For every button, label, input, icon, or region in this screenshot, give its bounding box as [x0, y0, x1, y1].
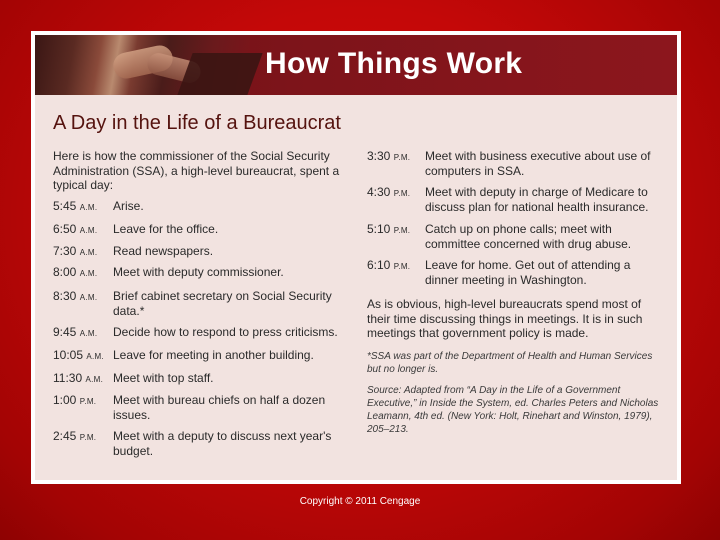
handshake-icon [35, 35, 250, 95]
schedule-event: Leave for meeting in another building. [113, 348, 314, 362]
schedule-event: Meet with business executive about use of computers in SSA. [425, 149, 651, 178]
schedule-event: Meet with deputy commissioner. [113, 265, 284, 279]
banner-title: How Things Work [265, 47, 523, 80]
slide-frame [31, 31, 681, 484]
schedule-event: Meet with bureau chiefs on half a dozen issues. [113, 393, 326, 422]
schedule-time: 9:45 A.M. [53, 325, 98, 339]
schedule-event: Decide how to respond to press criticisms. [113, 325, 338, 339]
schedule-event: Meet with a deputy to discuss next year's budget. [113, 429, 332, 458]
schedule-time: 5:45 A.M. [53, 199, 98, 213]
schedule-time: 7:30 A.M. [53, 244, 98, 258]
schedule-event: Leave for home. Get out of attending a dinner meeting in Washington. [425, 258, 631, 287]
schedule-event: Brief cabinet secretary on Social Security data.* [113, 289, 332, 318]
page-heading: A Day in the Life of a Bureaucrat [53, 112, 341, 134]
schedule-time: 8:00 A.M. [53, 265, 98, 279]
content-card [35, 35, 677, 480]
schedule-time: 11:30 A.M. [53, 371, 104, 385]
schedule-event: Catch up on phone calls; meet with committee concerned with drug abuse. [425, 222, 632, 251]
intro-text: Here is how the commissioner of the Social Security Administration (SSA), a high-level bureaucrat, spent a typical day: [53, 149, 340, 192]
schedule-event: Leave for the office. [113, 222, 219, 236]
footnote-text: *SSA was part of the Department of Health and Human Services but no longer is. [367, 351, 653, 375]
schedule-time: 5:10 P.M. [367, 222, 411, 236]
schedule-time: 6:10 P.M. [367, 258, 411, 272]
schedule-time: 6:50 A.M. [53, 222, 98, 236]
schedule-event: Meet with deputy in charge of Medicare to discuss plan for national health insurance. [425, 185, 649, 214]
schedule-time: 3:30 P.M. [367, 149, 411, 163]
schedule-event: Read newspapers. [113, 244, 214, 258]
schedule-time: 8:30 A.M. [53, 289, 98, 303]
header-banner [35, 35, 677, 95]
schedule-time: 1:00 P.M. [53, 393, 97, 407]
schedule-event: Meet with top staff. [113, 371, 214, 385]
schedule-time: 2:45 P.M. [53, 429, 97, 443]
schedule-time: 4:30 P.M. [367, 185, 411, 199]
copyright-notice: Copyright © 2011 Cengage [299, 496, 421, 507]
schedule-time: 10:05 A.M. [53, 348, 105, 362]
handshake-sleeve [177, 53, 262, 95]
schedule-event: Arise. [113, 199, 144, 213]
summary-text: As is obvious, high-level bureaucrats spend most of their time discussing things in meetings. It is in such meetings that government policy is made. [367, 297, 643, 340]
source-citation: Source: Adapted from “A Day in the Life of a Government Executive,” in Inside the System, ed. Charles Peters and Nicholas Leamann, 4th ed. (New York: Holt, Rinehart and Winston, 1979), 205–213. [367, 385, 659, 435]
